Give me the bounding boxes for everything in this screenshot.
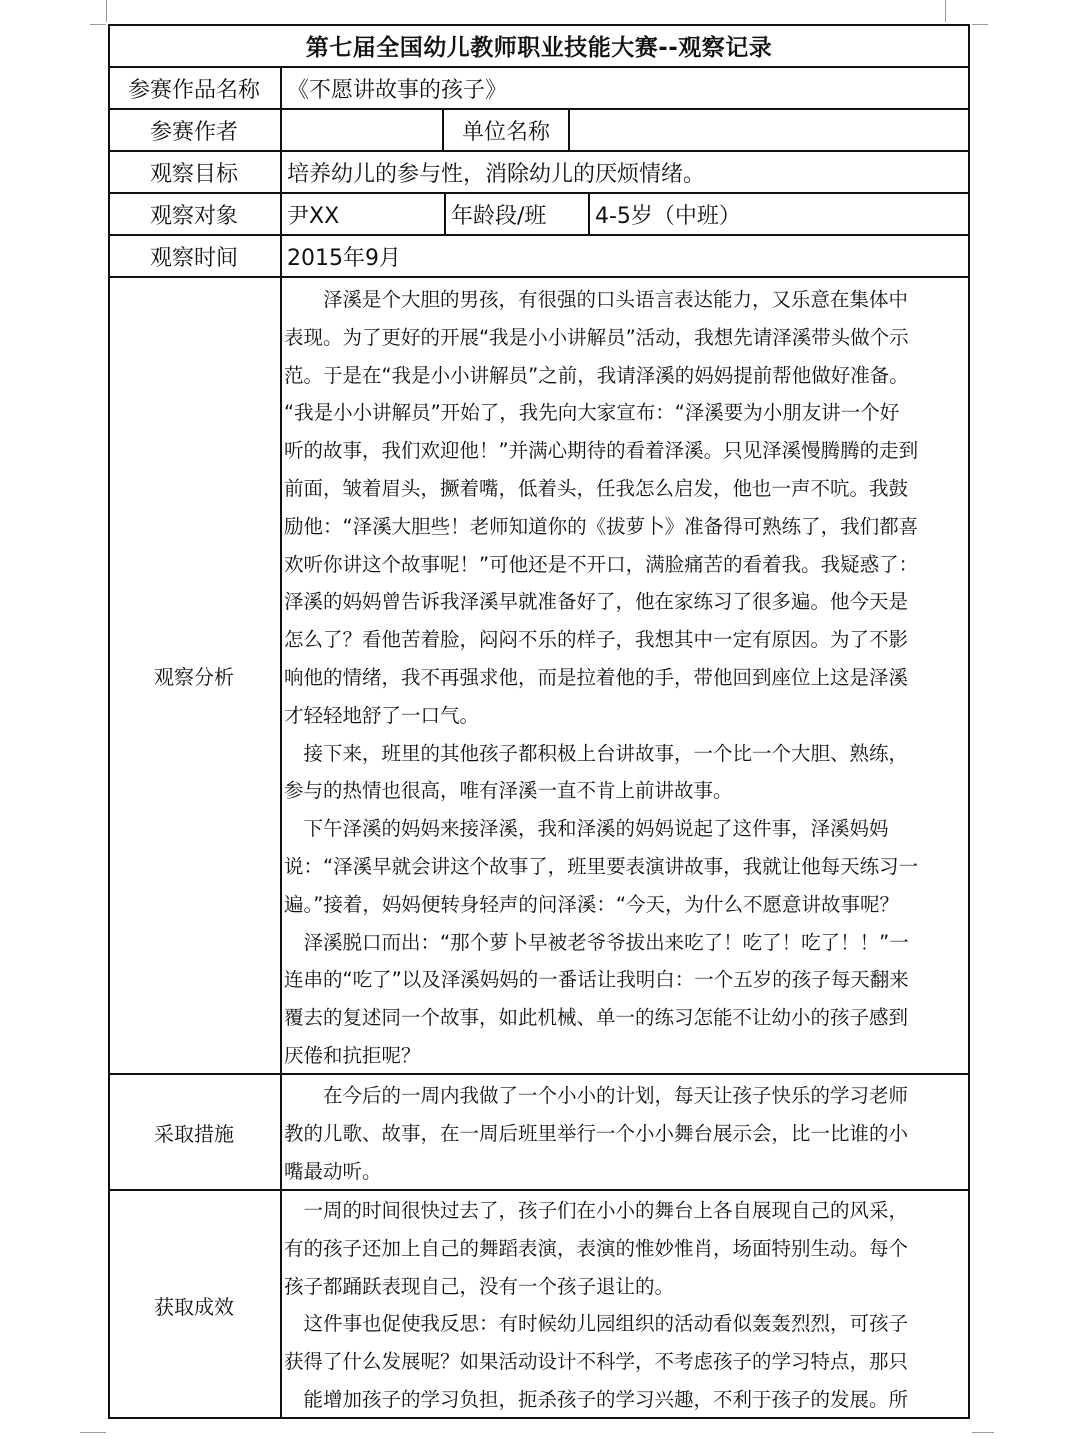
text-line: 听的故事，我们欢迎他！”并满心期待的看着泽溪。只见泽溪慢腾腾的走到 bbox=[284, 439, 919, 463]
text-line: 一周的时间很快过去了，孩子们在小小的舞台上各自展现自己的风采， bbox=[284, 1199, 909, 1222]
text-line: 接下来，班里的其他孩子都积极上台讲故事，一个比一个大胆、熟练， bbox=[284, 741, 909, 765]
text-line: 泽溪是个大胆的男孩，有很强的口头语言表达能力，又乐意在集体中 bbox=[284, 288, 909, 311]
text-line: 嘴最动听。 bbox=[284, 1159, 382, 1183]
unit-label: 单位名称 bbox=[461, 119, 550, 145]
table-title-row bbox=[108, 24, 970, 68]
crop-mark bbox=[945, 0, 946, 22]
age-label: 年龄段/班 bbox=[451, 203, 547, 229]
age-value: 4-5岁（中班） bbox=[595, 203, 741, 229]
text-line: 励他：“泽溪大胆些！老师知道你的《拔萝卜》准备得可熟练了，我们都喜 bbox=[284, 514, 919, 538]
text-line: 泽溪的妈妈曾告诉我泽溪早就准备好了，他在家练习了很多遍。他今天是 bbox=[284, 590, 909, 614]
goal-value: 培养幼儿的参与性，消除幼儿的厌烦情绪。 bbox=[287, 161, 706, 187]
text-line: 覆去的复述同一个故事，如此机械、单一的练习怎能不让幼小的孩子感到 bbox=[284, 1006, 909, 1030]
subject-row bbox=[108, 194, 970, 236]
unit-value bbox=[570, 110, 970, 150]
crop-mark bbox=[90, 24, 106, 25]
analysis-text bbox=[284, 281, 964, 1075]
results-label: 获取成效 bbox=[154, 1294, 234, 1319]
measures-label: 采取措施 bbox=[154, 1121, 234, 1146]
subject-label: 观察对象 bbox=[149, 203, 238, 229]
analysis-label: 观察分析 bbox=[154, 665, 234, 689]
text-line: 怎么了？看他苦着脸，闷闷不乐的样子，我想其中一定有原因。为了不影 bbox=[284, 628, 909, 652]
crop-mark bbox=[80, 1432, 106, 1433]
text-line: “我是小小讲解员”开始了，我先向大家宣布：“泽溪要为小朋友讲一个好 bbox=[284, 401, 900, 425]
document-title: 第七届全国幼儿教师职业技能大赛--观察记录 bbox=[305, 34, 773, 61]
text-line: 响他的情绪，我不再强求他，而是拉着他的手，带他回到座位上这是泽溪 bbox=[284, 665, 909, 689]
text-line: 有的孩子还加上自己的舞蹈表演，表演的惟妙惟肖，场面特别生动。每个 bbox=[284, 1236, 909, 1260]
time-value: 2015年9月 bbox=[287, 245, 401, 271]
text-line: 能增加孩子的学习负担，扼杀孩子的学习兴趣，不利于孩子的发展。所 bbox=[284, 1387, 909, 1411]
work-name-label: 参赛作品名称 bbox=[127, 77, 260, 103]
text-line: 孩子都踊跃表现自己，没有一个孩子退让的。 bbox=[284, 1274, 675, 1298]
text-line: 下午泽溪的妈妈来接泽溪，我和泽溪的妈妈说起了这件事，泽溪妈妈 bbox=[284, 817, 889, 841]
time-label: 观察时间 bbox=[149, 245, 238, 271]
text-line: 获得了什么发展呢？如果活动设计不科学，不考虑孩子的学习特点，那只 bbox=[284, 1350, 909, 1374]
text-line: 才轻轻地舒了一口气。 bbox=[284, 703, 480, 727]
text-line: 在今后的一周内我做了一个小小的计划，每天让孩子快乐的学习老师 bbox=[284, 1084, 909, 1107]
text-line: 表现。为了更好的开展“我是小小讲解员”活动，我想先请泽溪带头做个示 bbox=[284, 325, 909, 349]
analysis-row bbox=[108, 278, 970, 1075]
results-row bbox=[108, 1191, 970, 1419]
goal-row bbox=[108, 152, 970, 194]
text-line: 这件事也促使我反思：有时候幼儿园组织的活动看似轰轰烈烈，可孩子 bbox=[284, 1312, 909, 1336]
crop-mark bbox=[106, 0, 107, 22]
text-line: 泽溪脱口而出：“那个萝卜早被老爷爷拔出来吃了！吃了！吃了！！”一 bbox=[284, 930, 909, 954]
text-line: 连串的“吃了”以及泽溪妈妈的一番话让我明白：一个五岁的孩子每天翻来 bbox=[284, 968, 909, 992]
text-line: 参与的热情也很高，唯有泽溪一直不肯上前讲故事。 bbox=[284, 779, 733, 803]
work-name-value: 《不愿讲故事的孩子》 bbox=[287, 77, 508, 103]
subject-value: 尹XX bbox=[287, 203, 340, 229]
work-name-row bbox=[108, 68, 970, 110]
crop-mark bbox=[972, 1432, 994, 1433]
text-line: 厌倦和抗拒呢？ bbox=[284, 1043, 421, 1067]
text-line: 欢听你讲这个故事呢！”可他还是不开口，满脸痛苦的看着我。我疑惑了： bbox=[284, 552, 919, 576]
text-line: 范。于是在“我是小小讲解员”之前，我请泽溪的妈妈提前帮他做好准备。 bbox=[284, 363, 909, 387]
measures-row bbox=[108, 1075, 970, 1191]
text-line: 前面，皱着眉头，撅着嘴，低着头，任我怎么启发，他也一声不吭。我鼓 bbox=[284, 476, 909, 500]
results-text bbox=[284, 1192, 964, 1419]
goal-label: 观察目标 bbox=[149, 161, 238, 187]
author-label: 参赛作者 bbox=[149, 119, 238, 145]
text-line: 说：“泽溪早就会讲这个故事了，班里要表演讲故事，我就让他每天练习一 bbox=[284, 854, 919, 878]
time-row bbox=[108, 236, 970, 278]
author-value bbox=[282, 110, 442, 150]
author-row bbox=[108, 110, 970, 152]
text-line: 教的儿歌、故事，在一周后班里举行一个小小舞台展示会，比一比谁的小 bbox=[284, 1121, 909, 1145]
text-line: 遍。”接着，妈妈便转身轻声的问泽溪：“今天，为什么不愿意讲故事呢？ bbox=[284, 892, 899, 916]
measures-text bbox=[284, 1077, 964, 1190]
crop-mark bbox=[972, 24, 988, 25]
